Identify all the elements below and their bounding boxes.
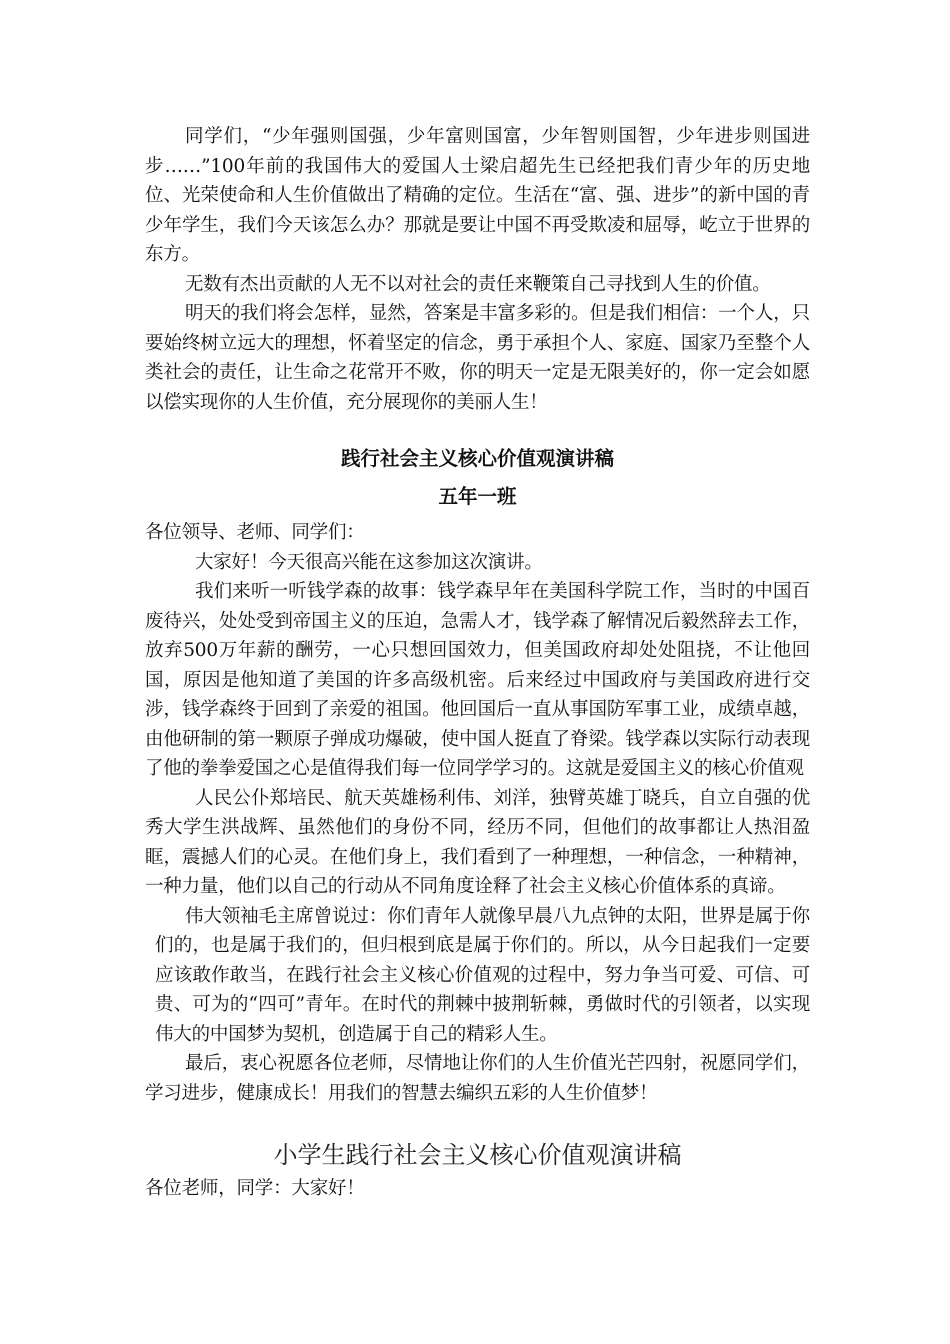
paragraph: 同学们，“少年强则国强，少年富则国富，少年智则国智，少年进步则国进步……”100年前的我国伟大的爱国人士梁启超先生已经把我们青少年的历史地位、光荣使命和人生价值做出了精确的定位。生活在“富、强、进步”的新中国的青少年学生，我们今天该怎么办？那就是要让中国不再受欺凌和屈辱，屹立于世界的东方。 — [145, 126, 810, 265]
paragraph: 我们来听一听钱学森的故事：钱学森早年在美国科学院工作，当时的中国百废待兴，处处受到帝国主义的压迫，急需人才，钱学森了解情况后毅然辞去工作，放弃500万年薪的酬劳，一心只想回国效力，但美国政府却处处阻挠，不让他回国，原因是他知道了美国的许多高级机密。后来经过中国政府与美国政府进行交涉，钱学森终于回到了亲爱的祖国。他回国后一直从事国防军事工业，成绩卓越，由他研制的第一颗原子弹成功爆破，使中国人挺直了脊梁。钱学森以实际行动表现了他的拳拳爱国之心是值得我们每一位同学学习的。这就是爱国主义的核心价值观 — [145, 581, 810, 779]
speech-subtitle: 五年一班 — [438, 485, 517, 508]
document-page — [145, 122, 810, 1204]
speech-title: 践行社会主义核心价值观演讲稿 — [340, 447, 614, 470]
section-speech-ending — [145, 122, 810, 417]
paragraph: 无数有杰出贡献的人无不以对社会的责任来鞭策自己寻找到人生的价值。 — [185, 273, 771, 295]
paragraph: 大家好！今天很高兴能在这参加这次演讲。 — [195, 551, 543, 573]
section-speech-primary — [145, 1138, 810, 1204]
paragraph: 伟大领袖毛主席曾说过：你们青年人就像早晨八九点钟的太阳，世界是属于你们的，也是属于我们的，但归根到底是属于你们的。所以，从今日起我们一定要应该敢作敢当，在践行社会主义核心价值观的过程中，努力争当可爱、可信、可贵、可为的“四可”青年。在时代的荆棘中披荆斩棘，勇做时代的引领者，以实现伟大的中国梦为契机，创造属于自己的精彩人生。 — [155, 905, 810, 1045]
paragraph: 明天的我们将会怎样，显然，答案是丰富多彩的。但是我们相信：一个人，只要始终树立远大的理想，怀着坚定的信念，勇于承担个人、家庭、国家乃至整个人类社会的责任，让生命之花常开不败，你的明天一定是无限美好的，你一定会如愿以偿实现你的人生价值，充分展现你的美丽人生！ — [145, 303, 810, 413]
greeting: 各位老师，同学：大家好！ — [145, 1178, 365, 1199]
speech-title: 小学生践行社会主义核心价值观演讲稿 — [273, 1141, 682, 1169]
section-speech-five-one — [145, 444, 810, 1108]
greeting: 各位领导、老师、同学们： — [145, 522, 365, 543]
paragraph: 人民公仆郑培民、航天英雄杨利伟、刘洋，独臂英雄丁晓兵，自立自强的优秀大学生洪战辉、虽然他们的身份不同，经历不同，但他们的故事都让人热泪盈眶，震撼人们的心灵。在他们身上，我们看到了一种理想，一种信念，一种精神，一种力量，他们以自己的行动从不同角度诠释了社会主义核心价值体系的真谛。 — [145, 787, 810, 897]
paragraph: 最后，衷心祝愿各位老师，尽情地让你们的人生价值光芒四射，祝愿同学们，学习进步，健康成长！用我们的智慧去编织五彩的人生价值梦！ — [145, 1053, 810, 1104]
